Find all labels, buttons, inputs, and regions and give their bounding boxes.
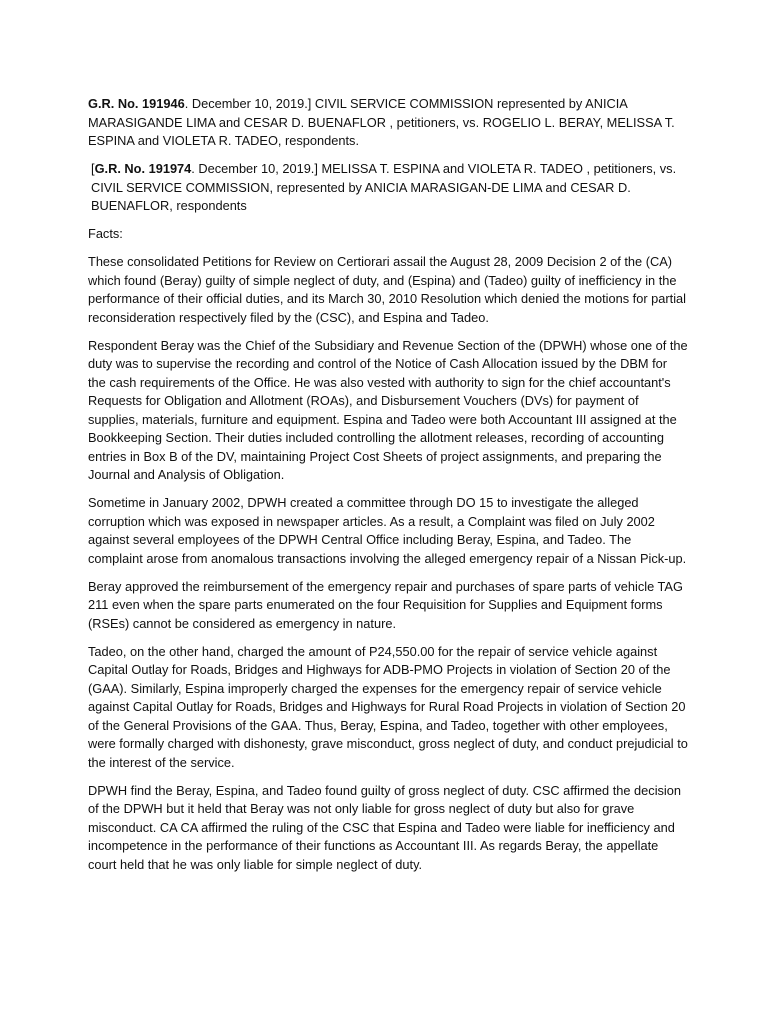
gr-number-191946: G.R. No. 191946 xyxy=(88,96,185,111)
document-page xyxy=(88,95,688,884)
facts-heading: Facts: xyxy=(88,226,123,241)
case-caption-bracket: [ xyxy=(91,161,95,176)
paragraph-beray-duties: Respondent Beray was the Chief of the Subsidiary and Revenue Section of the (DPWH) whose one of the duty was to supervise the recording and control of the Notice of Cash Allocation issued by the DBM for the cash requirements of the Office. He was also vested with authority to sign for the chief accountant's Requests for Obligation and Allotment (ROAs), and Disbursement Vouchers (DVs) for payment of supplies, materials, furniture and equipment. Espina and Tadeo were both Accountant III assigned at the Bookkeeping Section. Their duties included controlling the allotment releases, recording of accounting entries in Box B of the DV, maintaining Project Cost Sheets of project assignments, and preparing the Journal and Analysis of Obligation. xyxy=(88,337,688,482)
case-caption-191974 xyxy=(88,160,688,216)
case-caption-191946-text: . December 10, 2019.] CIVIL SERVICE COMMISSION represented by ANICIA MARASIGANDE LIMA and CESAR D. BUENAFLOR , petitioners, vs. ROGELIO L. BERAY, MELISSA T. ESPINA and VIOLETA R. TADEO, respondents. xyxy=(88,96,675,148)
gr-number-191974: G.R. No. 191974 xyxy=(94,161,192,176)
paragraph-rulings: DPWH find the Beray, Espina, and Tadeo found guilty of gross neglect of duty. CSC affirmed the decision of the DPWH but it held that Beray was not only liable for gross neglect of duty but also for grave misconduct. CA CA affirmed the ruling of the CSC that Espina and Tadeo were liable for inefficiency and incompetence in the performance of their functions as Accountant III. As regards Beray, the appellate court held that he was only liable for simple neglect of duty. xyxy=(88,782,682,872)
paragraph-committee: Sometime in January 2002, DPWH created a committee through DO 15 to investigate the alleged corruption which was exposed in newspaper articles. As a result, a Complaint was filed on July 2002 against several employees of the DPWH Central Office including Beray, Espina, and Tadeo. The complaint arose from anomalous transactions involving the alleged emergency repair of a Nissan Pick-up. xyxy=(88,495,687,566)
case-caption-191946 xyxy=(88,95,688,151)
case-caption-191974-text: . December 10, 2019.] MELISSA T. ESPINA and VIOLETA R. TADEO , petitioners, vs. CIVIL SERVICE COMMISSION, represented by ANICIA MARASIGAN-DE LIMA and CESAR D. BUENAFLOR, respondents xyxy=(91,161,677,213)
paragraph-reimbursement: Beray approved the reimbursement of the emergency repair and purchases of spare parts of vehicle TAG 211 even when the spare parts enumerated on the four Requisition for Supplies and Equipment forms (RSEs) cannot be considered as emergency in nature. xyxy=(88,578,683,631)
paragraph-tadeo-charges: Tadeo, on the other hand, charged the amount of P24,550.00 for the repair of service vehicle against Capital Outlay for Roads, Bridges and Highways for ADB-PMO Projects in violation of Section 20 of the (GAA). Similarly, Espina improperly charged the expenses for the emergency repair of service vehicle against Capital Outlay for Roads, Bridges and Highways for Rural Road Projects in violation of Section 20 of the General Provisions of the GAA. Thus, Beray, Espina, and Tadeo, together with other employees, were formally charged with dishonesty, grave misconduct, gross neglect of duty, and conduct prejudicial to the interest of the service. xyxy=(88,643,688,770)
paragraph-petitions: These consolidated Petitions for Review on Certiorari assail the August 28, 2009 Decision 2 of the (CA) which found (Beray) guilty of simple neglect of duty, and (Espina) and (Tadeo) guilty of inefficiency in the performance of their official duties, and its March 30, 2010 Resolution which denied the motions for partial reconsideration respectively filed by the (CSC), and Espina and Tadeo. xyxy=(88,254,686,325)
